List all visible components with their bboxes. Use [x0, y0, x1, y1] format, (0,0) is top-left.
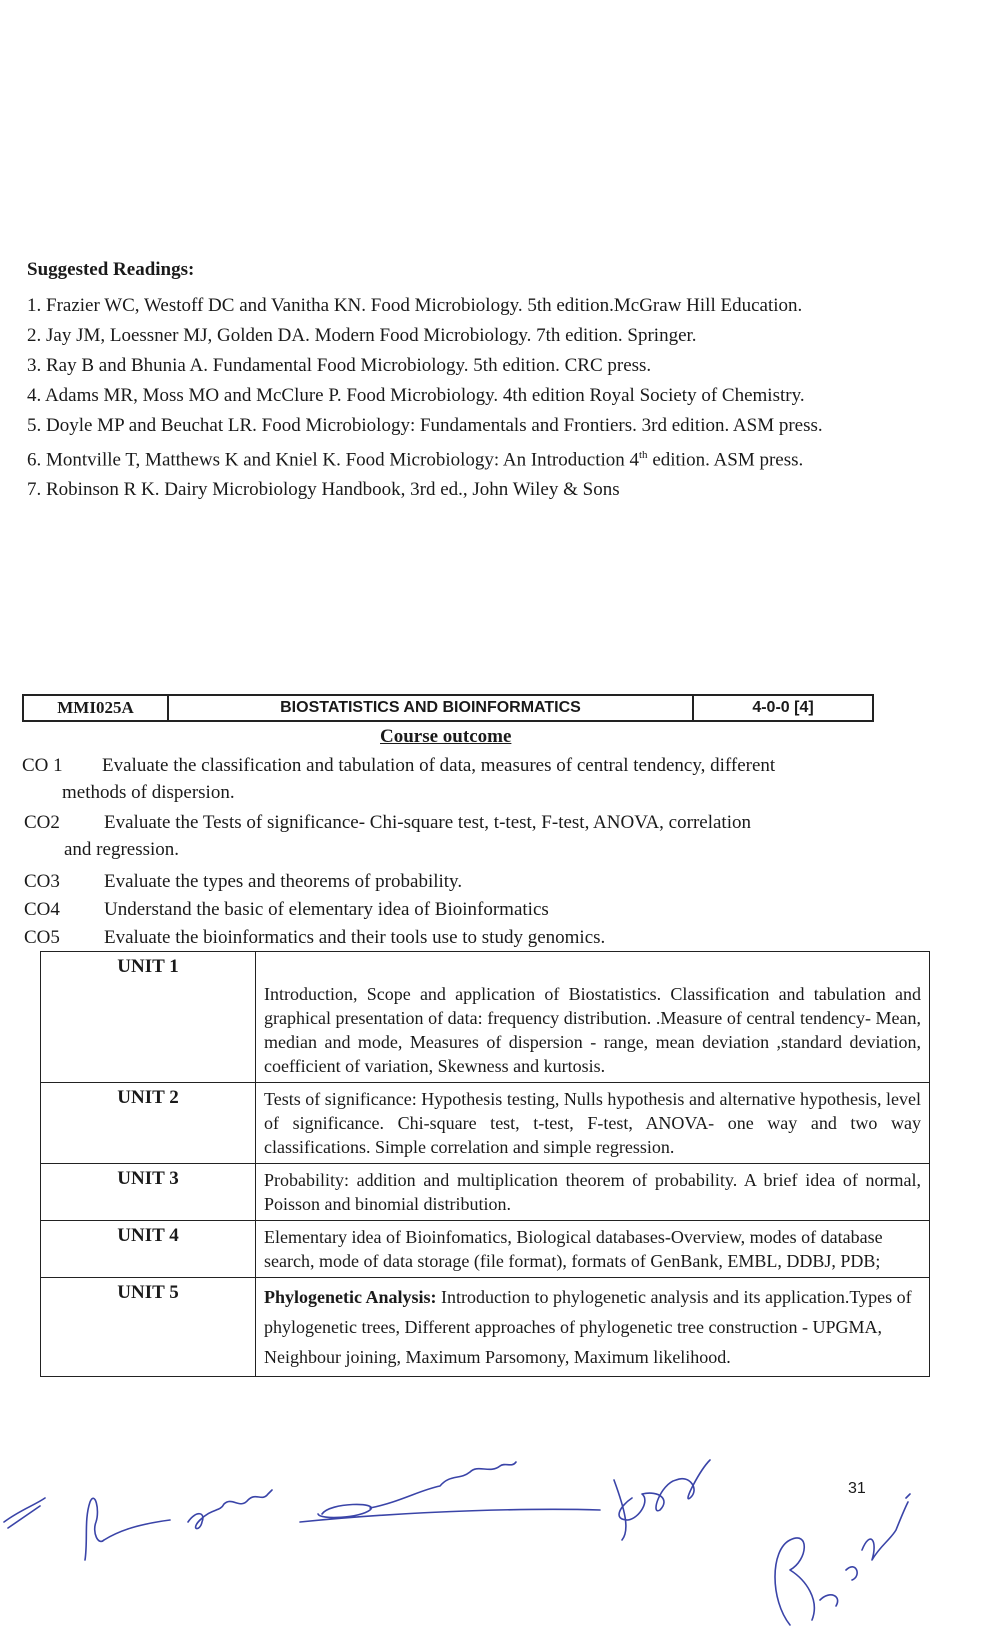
table-row — [41, 1278, 930, 1377]
co-code: CO4 — [24, 899, 60, 920]
co-code: CO5 — [24, 927, 60, 948]
co-text: Evaluate the types and theorems of probability. — [104, 871, 463, 892]
reading-item: 5. Doyle MP and Beuchat LR. Food Microbiology: Fundamentals and Frontiers. 3rd edition. ASM press. — [27, 415, 823, 436]
course-outcome-item — [24, 809, 904, 863]
course-outcome-item — [22, 752, 902, 806]
units-table — [40, 951, 930, 1377]
course-outcome-item — [24, 896, 904, 923]
unit-bold-lead: Phylogenetic Analysis: — [264, 1287, 437, 1307]
reading-item: 7. Robinson R K. Dairy Microbiology Handbook, 3rd ed., John Wiley & Sons — [27, 479, 620, 501]
signature-strokes — [4, 1460, 910, 1625]
co-text: Understand the basic of elementary idea of Bioinformatics — [104, 899, 549, 920]
unit-description: Probability: addition and multiplication theorem of probability. A brief idea of normal, Poisson and binomial distribution. — [256, 1164, 930, 1221]
co-text-cont: methods of dispersion. — [62, 782, 235, 803]
unit-label: UNIT 4 — [41, 1221, 256, 1278]
course-outcome-item — [24, 924, 904, 951]
signature-2 — [85, 1498, 170, 1560]
co-text-cont: and regression. — [64, 839, 180, 860]
course-outcome-title: Course outcome — [380, 726, 512, 747]
signatures-drawing — [0, 1450, 999, 1650]
table-row — [41, 952, 930, 1083]
signature-4 — [300, 1462, 600, 1522]
unit-label: UNIT 1 — [41, 952, 256, 1083]
reading-item-6-main: 6. Montville T, Matthews K and Kniel K. Food Microbiology: An Introduction 4 — [27, 449, 639, 471]
table-row — [41, 1083, 930, 1164]
course-outcome-item — [24, 868, 904, 895]
signature-1 — [4, 1498, 45, 1528]
unit-label: UNIT 2 — [41, 1083, 256, 1164]
reading-item: 4. Adams MR, Moss MO and McClure P. Food Microbiology. 4th edition Royal Society of Chemistry. — [27, 385, 805, 406]
unit-label: UNIT 5 — [41, 1278, 256, 1377]
course-title: BIOSTATISTICS AND BIOINFORMATICS — [169, 696, 694, 720]
reading-item — [27, 442, 907, 473]
reading-item-6-sup: th — [639, 449, 648, 461]
reading-item: 2. Jay JM, Loessner MJ, Golden DA. Modern Food Microbiology. 7th edition. Springer. — [27, 325, 697, 346]
unit-description: Introduction, Scope and application of Biostatistics. Classification and tabulation and graphical presentation of data: frequency distribution. .Measure of central tendency- Mean, median and mode, Measures of dispersion - range, mean deviation ,standard deviation, coefficient of variation, Skewness and kurtosis. — [256, 952, 930, 1083]
table-row — [41, 1221, 930, 1278]
unit-description: Tests of significance: Hypothesis testing, Nulls hypothesis and alternative hypothesis, level of significance. Chi-square test, t-test, F-test, ANOVA- one way and two way classifications. Simple correlation and simple regression. — [256, 1083, 930, 1164]
co-text: Evaluate the bioinformatics and their tools use to study genomics. — [104, 927, 606, 948]
co-code: CO2 — [24, 812, 60, 833]
co-code: CO 1 — [22, 755, 63, 776]
course-credits: 4-0-0 [4] — [752, 699, 814, 716]
reading-item: 3. Ray B and Bhunia A. Fundamental Food Microbiology. 5th edition. CRC press. — [27, 355, 652, 376]
reading-item: 1. Frazier WC, Westoff DC and Vanitha KN. Food Microbiology. 5th edition.McGraw Hill Education. — [27, 295, 803, 316]
reading-item-6-tail: edition. ASM press. — [647, 449, 804, 471]
co-text: Evaluate the classification and tabulation of data, measures of central tendency, different — [102, 755, 776, 776]
signature-3 — [188, 1490, 272, 1529]
unit-description-text: Introduction to phylogenetic analysis and its application.Types of phylogenetic trees, Different approaches of phylogenetic tree construction - UPGMA, Neighbour joining, Maximum Parsomony, Maximum likelihood. — [264, 1287, 912, 1367]
readings-list — [27, 292, 907, 506]
unit-description — [256, 1278, 930, 1377]
co-text: Evaluate the Tests of significance- Chi-square test, t-test, F-test, ANOVA, correlation — [104, 812, 751, 833]
unit-description: Elementary idea of Bioinfomatics, Biological databases-Overview, modes of database search, mode of data storage (file format), formats of GenBank, EMBL, DDBJ, PDB; — [256, 1221, 930, 1278]
unit-label: UNIT 3 — [41, 1164, 256, 1221]
course-header-table — [22, 694, 874, 722]
suggested-readings-heading: Suggested Readings: — [27, 259, 195, 280]
co-code: CO3 — [24, 871, 60, 892]
signature-5 — [614, 1460, 710, 1540]
table-row — [41, 1164, 930, 1221]
course-code: MMI025A — [24, 696, 169, 720]
signature-6 — [775, 1494, 910, 1625]
page-number: 31 — [848, 1480, 866, 1497]
